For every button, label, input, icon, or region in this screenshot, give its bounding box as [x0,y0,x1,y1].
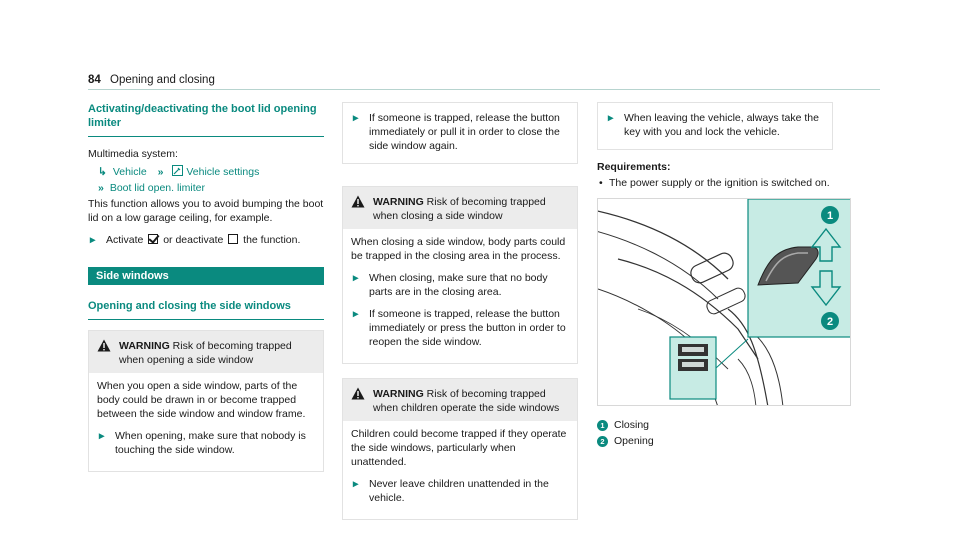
door-panel-illustration [598,199,851,406]
warning-step: ▸ When closing, make sure that no body parts are in the closing area. [353,272,548,298]
callout-1-label: 1 [826,210,834,222]
nav-path-limiter [88,181,324,195]
legend-item-opening [597,434,833,448]
step-arrow-icon: ▸ [353,478,359,490]
vehicle-settings-icon [172,165,183,176]
page-number: 84 [88,74,101,86]
step-arrow-icon: ▸ [90,234,96,246]
legend-number: 1 [597,420,608,431]
side-windows-heading: Opening and closing the side windows [88,299,324,320]
warning-body: Children could become trapped if they operate the side windows, particularly when unattended. [351,428,567,468]
requirements-title: Requirements: [597,161,671,173]
info-step: ▸ If someone is trapped, release the button immediately or pull it in order to close the side window again. [353,112,560,152]
nav-item-boot-lid-limiter: Boot lid open. limiter [109,182,205,194]
bullet-icon: • [599,177,603,189]
callout-2-label: 2 [826,316,834,328]
nav-arrow-icon: ↳ [98,166,107,178]
multimedia-label: Multimedia system: [88,148,178,160]
boot-lid-heading: Activating/deactivating the boot lid opening limiter [88,102,324,137]
info-step: ▸ When leaving the vehicle, always take the key with you and lock the vehicle. [608,112,819,138]
legend-label: Opening [614,435,654,447]
warning-title: Risk of becoming trapped when children operate the side windows [373,388,560,414]
checkbox-empty-icon [228,234,238,244]
nav-path-vehicle [88,165,324,179]
activate-label: Activate [106,234,144,246]
warning-box-opening [88,330,324,472]
step-arrow-icon: ▸ [353,308,359,320]
warning-title: Risk of becoming trapped when opening a side window [119,340,292,366]
warning-box-closing [342,186,578,364]
page-title: Opening and closing [110,74,215,86]
nav-arrow-icon: » [157,166,164,178]
warning-body: When you open a side window, parts of the body could be drawn in or become trapped between the side window and window frame. [97,380,306,420]
nav-arrow-icon: » [98,182,104,194]
warning-step: ▸ Never leave children unattended in the vehicle. [353,478,549,504]
window-switch-figure [597,198,851,406]
activate-step [88,233,324,247]
warning-title: Risk of becoming trapped when closing a side window [373,196,546,222]
warning-triangle-icon [351,387,373,415]
legend-number: 2 [597,436,608,447]
page-header [88,70,880,90]
legend-item-closing [597,418,833,432]
warning-step: ▸ If someone is trapped, release the button immediately or press the button in order to reopen the side window. [353,308,566,348]
warning-triangle-icon [351,195,373,223]
step-arrow-icon: ▸ [99,430,105,442]
step-arrow-icon: ▸ [608,112,614,124]
nav-item-vehicle-settings: Vehicle settings [186,166,260,178]
info-box-leaving [597,102,833,150]
info-box-trapped [342,102,578,164]
warning-step: ▸ When opening, make sure that nobody is touching the side window. [99,430,306,456]
function-label: the function. [243,234,301,246]
warning-label: WARNING [373,196,424,208]
deactivate-label: or deactivate [163,234,224,246]
side-windows-section: Side windows [88,267,324,285]
requirement-item: • The power supply or the ignition is switched on. [599,177,830,189]
warning-triangle-icon [97,339,119,367]
column-middle [342,102,578,533]
warning-box-children [342,378,578,520]
column-left [88,102,324,486]
boot-lid-description: This function allows you to avoid bumping the boot lid on a low garage ceiling, for example. [88,198,324,224]
warning-label: WARNING [119,340,170,352]
column-right [597,102,833,450]
nav-item-vehicle: Vehicle [112,166,147,178]
checkbox-checked-icon [148,234,158,244]
warning-label: WARNING [373,388,424,400]
step-arrow-icon: ▸ [353,112,359,124]
step-arrow-icon: ▸ [353,272,359,284]
legend-label: Closing [614,419,650,431]
warning-body: When closing a side window, body parts could be trapped in the closing area in the process. [351,236,566,262]
